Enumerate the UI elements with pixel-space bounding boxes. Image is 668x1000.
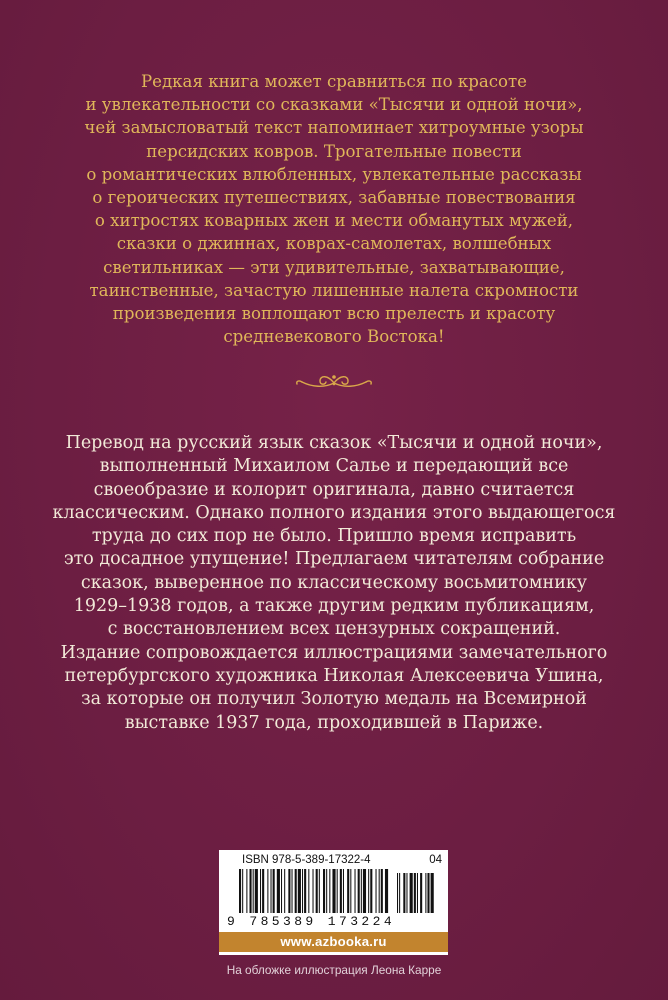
barcode-bar bbox=[284, 869, 285, 913]
barcode-bar bbox=[262, 869, 264, 913]
body-line: выставке 1937 года, проходившей в Париже. bbox=[124, 712, 544, 733]
barcode-bar bbox=[288, 869, 290, 913]
barcode-bar bbox=[370, 869, 372, 913]
barcode-bar bbox=[292, 869, 293, 913]
barcode-bar bbox=[250, 869, 252, 913]
barcode-bar bbox=[332, 869, 335, 913]
barcode-bar bbox=[376, 869, 377, 913]
intro-line: Редкая книга может сравниться по красоте bbox=[140, 72, 527, 91]
barcode-addon-bar bbox=[427, 873, 429, 913]
barcode-bar bbox=[260, 869, 261, 913]
intro-line: и увлекательности со сказками «Тысячи и одной ночи», bbox=[85, 95, 583, 115]
barcode-bar bbox=[277, 869, 280, 913]
barcode-bar bbox=[239, 869, 241, 913]
barcode-bar bbox=[298, 869, 301, 913]
publisher-website: www.azbooka.ru bbox=[219, 932, 448, 952]
barcode-bar bbox=[267, 869, 268, 913]
barcode-bar bbox=[379, 869, 380, 913]
body-line: классическим. Однако полного издания этого выдающегося bbox=[52, 502, 616, 523]
intro-line: таинственные, зачастую лишенные налета скромности bbox=[89, 280, 579, 300]
barcode-bar bbox=[273, 869, 275, 913]
intro-line: сказки о джиннах, коврах-самолетах, волшебных bbox=[116, 234, 552, 254]
barcode-bar bbox=[363, 869, 366, 913]
body-line: Перевод на русский язык сказок «Тысячи и одной ночи», bbox=[65, 433, 603, 453]
barcode-bar bbox=[319, 869, 320, 913]
barcode-addon-bar bbox=[403, 873, 405, 913]
isbn-barcode-panel bbox=[219, 850, 448, 955]
body-line: петербургского художника Николая Алексеевича Ушина, bbox=[64, 665, 604, 686]
barcode-bar bbox=[355, 869, 356, 913]
body-line: 1929–1938 годов, а также другим редким публикациям, bbox=[73, 596, 595, 617]
barcode-bar bbox=[361, 869, 362, 913]
barcode-bar bbox=[316, 869, 318, 913]
intro-paragraph bbox=[60, 70, 608, 348]
barcode-bar bbox=[271, 869, 272, 913]
barcode-bar bbox=[242, 869, 243, 913]
barcode-addon-bar bbox=[417, 873, 418, 913]
barcode-bar bbox=[337, 869, 338, 913]
barcode-bar bbox=[385, 869, 388, 913]
isbn-number: ISBN 978-5-389-17322-4 bbox=[242, 854, 371, 866]
intro-line: светильниках — эти удивительные, захватывающие, bbox=[103, 257, 565, 277]
cover-illustration-credit: На обложке иллюстрация Леона Карре bbox=[226, 963, 442, 977]
barcode-addon-bar bbox=[431, 873, 434, 913]
barcode-bar bbox=[381, 869, 383, 913]
barcode-bar bbox=[255, 869, 258, 913]
intro-line: чей замысловатый текст напоминает хитроумные узоры bbox=[84, 118, 584, 138]
barcode-bar bbox=[326, 869, 327, 913]
intro-line: персидских ковров. Трогательные повести bbox=[146, 141, 522, 161]
barcode-bar bbox=[368, 869, 369, 913]
barcode-bar bbox=[347, 869, 349, 913]
barcode-bar bbox=[295, 869, 297, 913]
barcode-bar bbox=[304, 869, 306, 913]
barcode-digits: 9 785389 173224 bbox=[227, 914, 396, 929]
intro-line: о романтических влюбленных, увлекательные рассказы bbox=[86, 164, 582, 184]
barcode-bar bbox=[329, 869, 330, 913]
body-line: труда до сих пор не было. Пришло время исправить bbox=[91, 526, 577, 547]
description-paragraph bbox=[40, 432, 628, 735]
barcode-addon-bar bbox=[420, 873, 422, 913]
barcode-bar bbox=[281, 869, 282, 913]
intro-line: о героических путешествиях, забавные повествования bbox=[92, 188, 576, 208]
body-line: выполненный Михаилом Салье и передающий все bbox=[99, 456, 569, 477]
barcode-bar bbox=[343, 869, 344, 913]
barcode-bar bbox=[253, 869, 254, 913]
barcode-bar bbox=[246, 869, 247, 913]
intro-line: произведения воплощают всю прелесть и красоту bbox=[112, 304, 556, 324]
barcode-addon-bar bbox=[414, 873, 416, 913]
barcode-addon-bar bbox=[410, 873, 413, 913]
barcode-bar bbox=[350, 869, 351, 913]
flourish-ornament-icon bbox=[294, 371, 374, 391]
barcode-bar bbox=[358, 869, 360, 913]
body-line: Издание сопровождается иллюстрациями замечательного bbox=[60, 642, 608, 663]
barcode-bar bbox=[313, 869, 314, 913]
barcode-addon-bar bbox=[425, 873, 426, 913]
isbn-addon: 04 bbox=[429, 854, 442, 866]
body-line: это досадное упущение! Предлагаем читателям собрание bbox=[63, 549, 605, 570]
barcode-bar bbox=[308, 869, 309, 913]
barcode-addon-bar bbox=[406, 873, 407, 913]
body-line: за которые он получил Золотую медаль на Всемирной bbox=[81, 689, 587, 710]
barcode-addon-bar bbox=[397, 873, 398, 913]
body-line: своеобразие и колорит оригинала, давно считается bbox=[93, 479, 575, 500]
intro-line: средневекового Востока! bbox=[223, 327, 445, 347]
body-line: сказок, выверенное по классическому восьмитомнику bbox=[80, 572, 588, 593]
intro-line: о хитростях коварных жен и мести обманутых мужей, bbox=[94, 211, 574, 231]
barcode-bar bbox=[323, 869, 325, 913]
body-line: с восстановлением всех цензурных сокращений. bbox=[107, 619, 561, 640]
isbn-line bbox=[242, 854, 442, 866]
barcode-graphic bbox=[235, 869, 435, 913]
barcode-addon-bar bbox=[399, 873, 400, 913]
barcode-bar bbox=[302, 869, 303, 913]
barcode-bar bbox=[340, 869, 342, 913]
